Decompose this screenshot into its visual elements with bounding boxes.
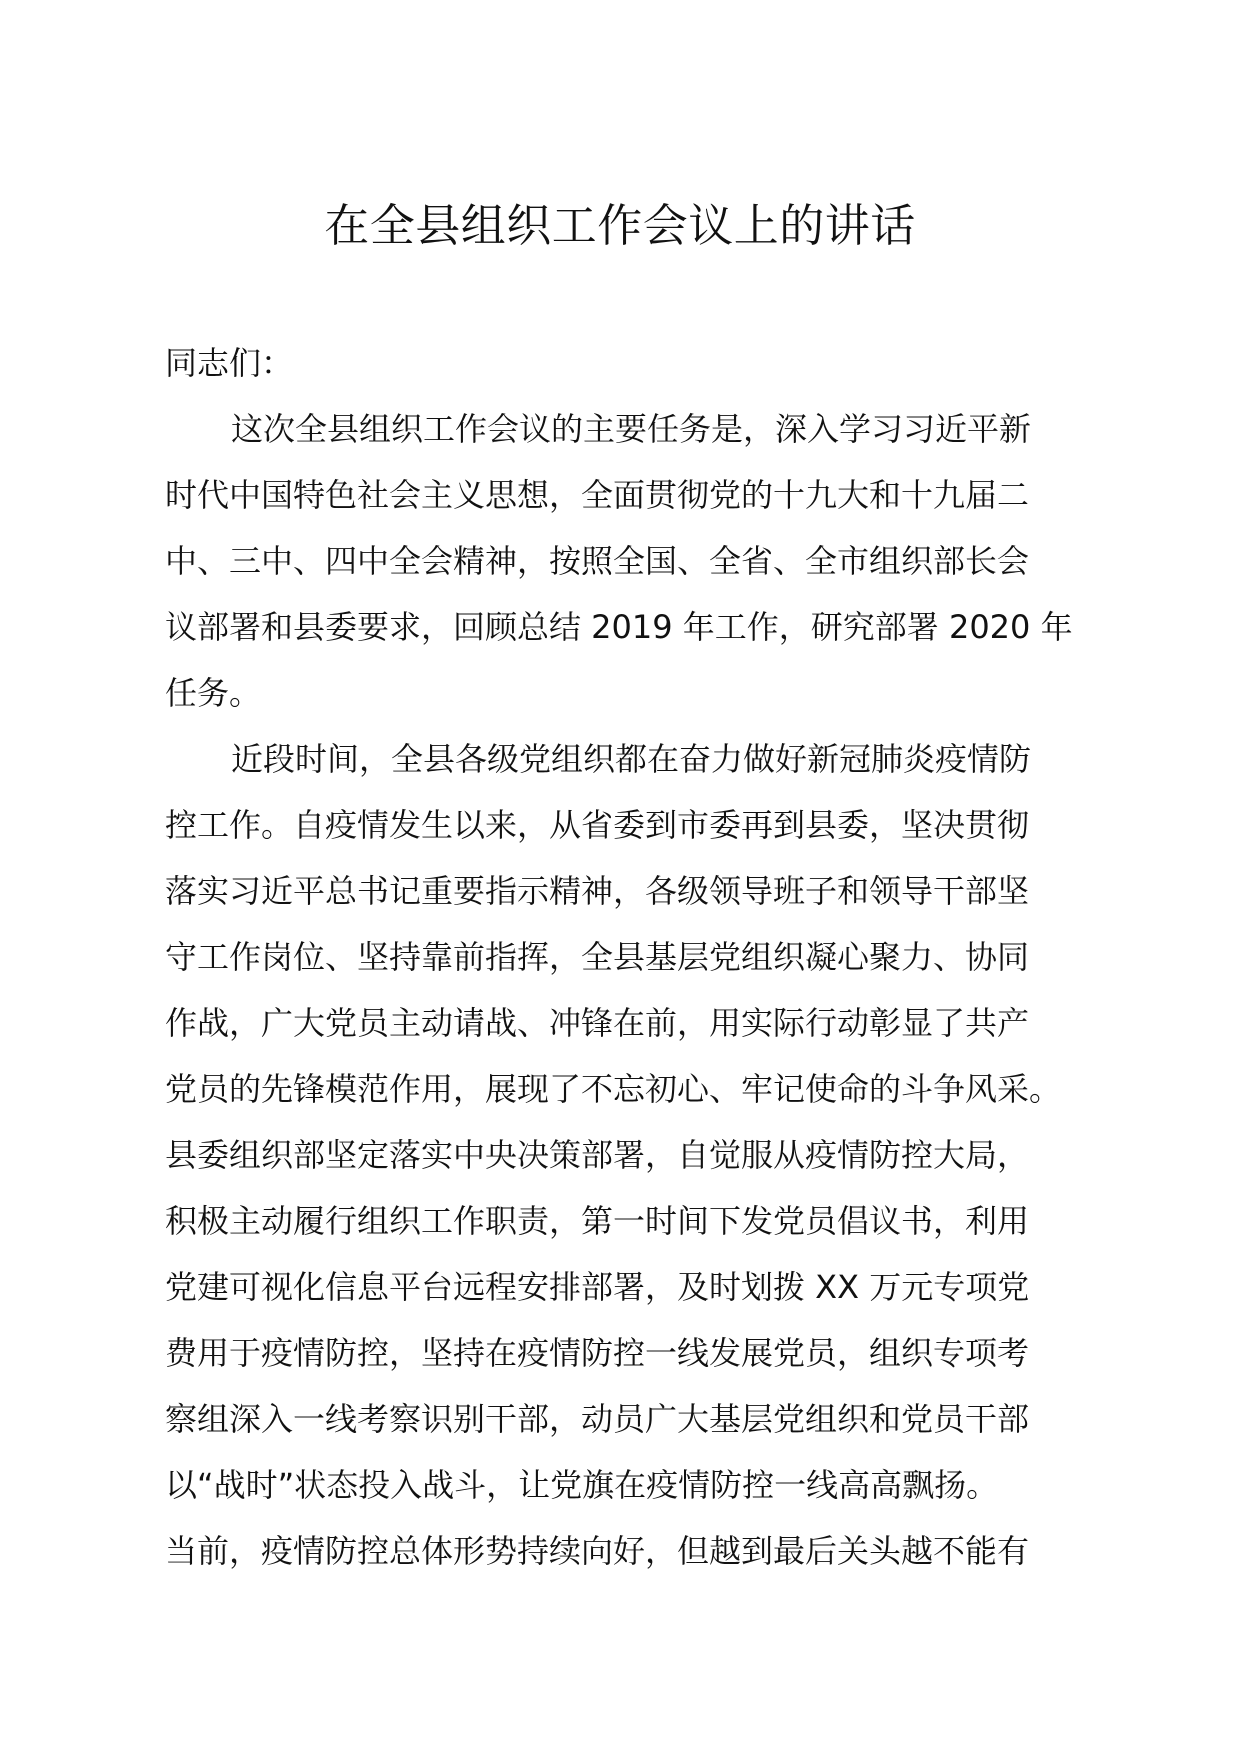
paragraph-line: 党建可视化信息平台远程安排部署，及时划拨 XX 万元专项党 (165, 1268, 1030, 1306)
paragraph-line: 守工作岗位、坚持靠前指挥，全县基层党组织凝心聚力、协同 (165, 938, 1030, 976)
paragraph-line: 控工作。自疫情发生以来，从省委到市委再到县委，坚决贯彻 (165, 806, 1030, 844)
paragraph-line: 当前，疫情防控总体形势持续向好，但越到最后关头越不能有 (165, 1532, 1030, 1570)
document-body (165, 330, 1085, 1584)
paragraph-line: 任务。 (165, 674, 262, 712)
paragraph-line: 县委组织部坚定落实中央决策部署，自觉服从疫情防控大局， (165, 1136, 1030, 1174)
paragraph-line: 作战，广大党员主动请战、冲锋在前，用实际行动彰显了共产 (165, 1004, 1030, 1042)
paragraph-line: 以“战时”状态投入战斗，让党旗在疫情防控一线高高飘扬。 (165, 1466, 999, 1504)
paragraph-line: 费用于疫情防控，坚持在疫情防控一线发展党员，组织专项考 (165, 1334, 1030, 1372)
paragraph-line: 这次全县组织工作会议的主要任务是，深入学习习近平新 (231, 410, 1032, 448)
paragraph-line: 近段时间，全县各级党组织都在奋力做好新冠肺炎疫情防 (231, 740, 1032, 778)
paragraph-2 (165, 726, 1085, 1584)
paragraph-line: 议部署和县委要求，回顾总结 2019 年工作，研究部署 2020 年 (165, 608, 1073, 646)
paragraph-line: 中、三中、四中全会精神，按照全国、全省、全市组织部长会 (165, 542, 1030, 580)
document-title: 在全县组织工作会议上的讲话 (324, 199, 916, 252)
paragraph-line: 积极主动履行组织工作职责，第一时间下发党员倡议书，利用 (165, 1202, 1030, 1240)
paragraph-line: 落实习近平总书记重要指示精神，各级领导班子和领导干部坚 (165, 872, 1030, 910)
paragraph-line: 党员的先锋模范作用，展现了不忘初心、牢记使命的斗争风采。 (165, 1070, 1062, 1108)
salutation: 同志们： (165, 344, 294, 382)
paragraph-line: 时代中国特色社会主义思想，全面贯彻党的十九大和十九届二 (165, 476, 1030, 514)
paragraph-line: 察组深入一线考察识别干部，动员广大基层党组织和党员干部 (165, 1400, 1030, 1438)
paragraph-1 (165, 396, 1085, 726)
